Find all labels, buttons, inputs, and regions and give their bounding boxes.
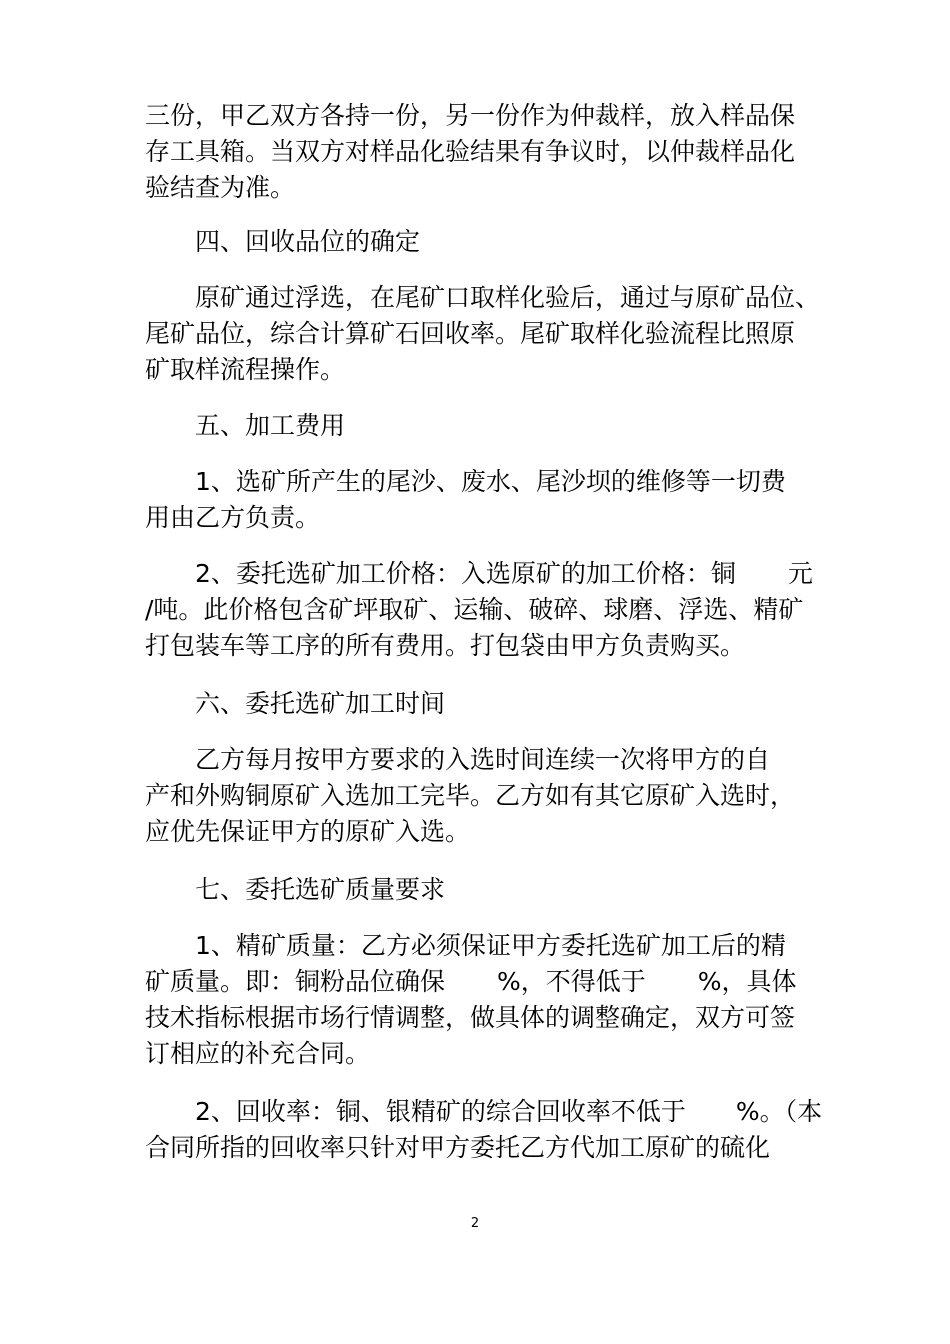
paragraph-line: 技术指标根据市场行情调整，做具体的调整确定，双方可签	[145, 1003, 796, 1032]
price-unit: 元	[787, 559, 813, 588]
section-heading: 五、加工费用	[195, 411, 346, 440]
paragraph-line: 存工具箱。当双方对样品化验结果有争议时，以仲裁样品化	[145, 137, 796, 166]
price-clause: 2、委托选矿加工价格：入选原矿的加工价格：铜	[195, 559, 736, 588]
recovery-clause: 2、回收率：铜、银精矿的综合回收率不低于	[195, 1097, 686, 1126]
section-heading: 四、回收品位的确定	[195, 227, 421, 256]
page-number: 2	[470, 1216, 480, 1231]
paragraph-line: 合同所指的回收率只针对甲方委托乙方代加工原矿的硫化	[145, 1133, 771, 1162]
paragraph-line: 用由乙方负责。	[145, 503, 321, 532]
grade-clause: 矿质量。即：铜粉品位确保	[145, 967, 446, 996]
paragraph-line: 矿取样流程操作。	[145, 355, 346, 384]
grade-minimum-clause: %，不得低于	[497, 967, 646, 996]
paragraph-line	[195, 1094, 875, 1130]
paragraph-line: 三份，甲乙双方各持一份，另一份作为仲裁样，放入样品保	[145, 101, 796, 130]
section-heading: 七、委托选矿质量要求	[195, 875, 446, 904]
paragraph-line: 原矿通过浮选，在尾矿口取样化验后，通过与原矿品位、	[195, 283, 821, 312]
paragraph-line: 订相应的补充合同。	[145, 1039, 371, 1068]
paragraph-line: 1、精矿质量：乙方必须保证甲方委托选矿加工后的精	[195, 931, 786, 960]
paragraph-line	[145, 964, 825, 1000]
paragraph-line: 产和外购铜原矿入选加工完毕。乙方如有其它原矿入选时，	[145, 781, 796, 810]
paragraph-line: 乙方每月按甲方要求的入选时间连续一次将甲方的自	[195, 745, 771, 774]
section-heading: 六、委托选矿加工时间	[195, 689, 446, 718]
grade-tail: %，具体	[697, 967, 797, 996]
paragraph-line: 打包装车等工序的所有费用。打包袋由甲方负责购买。	[145, 631, 746, 660]
paragraph-line: 验结查为准。	[145, 173, 296, 202]
paragraph-line: 应优先保证甲方的原矿入选。	[145, 817, 471, 846]
paragraph-line	[195, 556, 875, 592]
paragraph-line: /吨。此价格包含矿坪取矿、运输、破碎、球磨、浮选、精矿	[145, 595, 804, 624]
recovery-tail: %。（本	[735, 1097, 823, 1126]
paragraph-line: 尾矿品位，综合计算矿石回收率。尾矿取样化验流程比照原	[145, 319, 796, 348]
paragraph-line: 1、选矿所产生的尾沙、废水、尾沙坝的维修等一切费	[195, 467, 786, 496]
